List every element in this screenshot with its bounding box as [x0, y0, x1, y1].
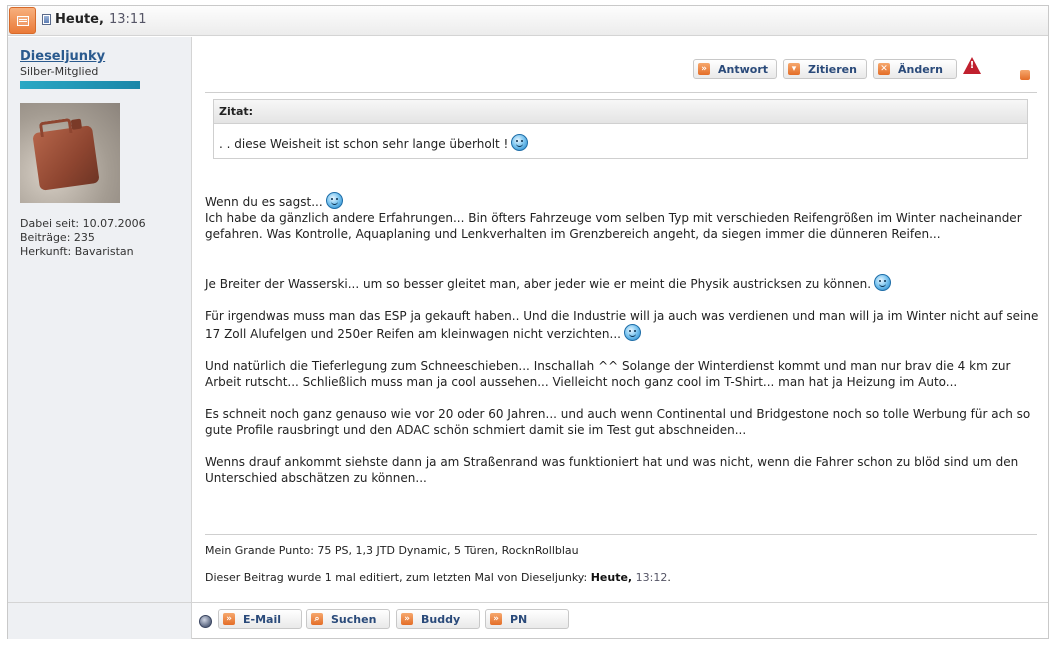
- user-stats: [20, 217, 146, 259]
- username-link[interactable]: Dieseljunky: [20, 49, 106, 64]
- signature: Mein Grande Punto: 75 PS, 1,3 JTD Dynamic, 5 Türen, RocknRollblau: [205, 544, 579, 557]
- smiley-icon: [326, 192, 343, 209]
- post-time: 13:11: [109, 12, 147, 27]
- divider: [205, 92, 1037, 93]
- footer-sidebar: [8, 603, 192, 639]
- forum-post: [7, 5, 1049, 639]
- quote-text-wrap: [219, 134, 528, 151]
- signature-divider: [205, 534, 1037, 535]
- user-sidebar: [8, 37, 192, 638]
- warning-icon[interactable]: !: [963, 57, 981, 74]
- message-p5: Es schneit noch ganz genauso wie vor 20 oder 60 Jahren... und auch wenn Continental und Bridgestone noch so tolle Werbung für ach so gute Profile rausbringt und den ADAC schön schmiert damit sie im Test gut abschneiden...: [205, 407, 1031, 437]
- pm-button[interactable]: » PN: [485, 609, 569, 629]
- avatar[interactable]: [20, 103, 120, 203]
- post-header: [8, 6, 1048, 36]
- buddy-button[interactable]: » Buddy: [396, 609, 480, 629]
- message-p2: Je Breiter der Wasserski... um so besser gleitet man, aber jeder wie er meint die Physik austricksen zu können.: [205, 277, 872, 291]
- quote-text: . . diese Weisheit ist schon sehr lange überholt !: [219, 137, 509, 151]
- document-icon: [42, 14, 51, 25]
- edit-day: Heute,: [590, 571, 633, 584]
- edit-button[interactable]: ✕ Ändern: [873, 59, 957, 79]
- edit-icon: ✕: [878, 63, 890, 75]
- quote-button[interactable]: ▾ Zitieren: [783, 59, 867, 79]
- user-origin: Herkunft: Bavaristan: [20, 245, 134, 258]
- smiley-icon: [511, 134, 528, 151]
- post-content: [193, 37, 1048, 602]
- quote-icon: ▾: [788, 63, 800, 75]
- message-p1-line1: Wenn du es sagst...: [205, 195, 323, 209]
- email-button[interactable]: » E-Mail: [218, 609, 302, 629]
- search-button[interactable]: ⌕ Suchen: [306, 609, 390, 629]
- reply-button[interactable]: » Antwort: [693, 59, 777, 79]
- reply-icon: »: [698, 63, 710, 75]
- pm-icon: »: [490, 613, 502, 625]
- quote-box: [213, 99, 1028, 159]
- post-date: Heute,: [55, 12, 104, 27]
- email-icon: »: [223, 613, 235, 625]
- post-icon[interactable]: [9, 7, 36, 34]
- user-rank-title: Silber-Mitglied: [20, 65, 99, 78]
- message-p3: Für irgendwas muss man das ESP ja gekauft haben.. Und die Industrie will ja auch was verdienen und man will ja im Winter nicht auf seine 17 Zoll Alufelgen und 250er Reifen am kleinwagen nicht verzichten...: [205, 309, 1039, 341]
- buddy-icon: »: [401, 613, 413, 625]
- message-p6: Wenns drauf ankommt siehste dann ja am Straßenrand was funktioniert hat und was nicht, wenn die Fahrer schon zu blöd sind um den Unterschied abschätzen zu können...: [205, 455, 1019, 485]
- user-posts: Beiträge: 235: [20, 231, 95, 244]
- message-p4: Und natürlich die Tieferlegung zum Schneeschieben... Inschallah ^^ Solange der Winterdienst kommt und man nur brav die 4 km zur Arbeit rutscht... Schließlich muss man ja cool aussehen... Vielleicht noch ganz cool im T-Shirt... man hat ja Heizung im Auto...: [205, 359, 1011, 389]
- message-p1-line1-wrap: [205, 192, 1041, 210]
- user-joined: Dabei seit: 10.07.2006: [20, 217, 146, 230]
- report-icon[interactable]: [1020, 70, 1030, 80]
- canister-image: [32, 125, 99, 191]
- edit-time: 13:12: [635, 571, 668, 584]
- quote-label: Zitat:: [214, 100, 1027, 124]
- smiley-icon: [624, 324, 641, 341]
- edit-notice: Dieser Beitrag wurde 1 mal editiert, zum letzten Mal von Dieseljunky: Heute, 13:12.: [205, 571, 671, 584]
- online-status-icon: [199, 615, 212, 628]
- search-icon: ⌕: [311, 613, 323, 625]
- smiley-icon: [874, 274, 891, 291]
- post-footer: [8, 602, 1048, 638]
- message-body: [205, 192, 1041, 502]
- rank-bar: [20, 81, 140, 89]
- message-p1-rest: Ich habe da gänzlich andere Erfahrungen... Bin öfters Fahrzeuge vom selben Typ mit verschieden Reifengrößen im Winter nacheinander gefahren. Was Kontrolle, Aquaplaning und Lenkverhalten im Grenzbereich angeht, da siegen immer die dünneren Reifen...: [205, 211, 1022, 241]
